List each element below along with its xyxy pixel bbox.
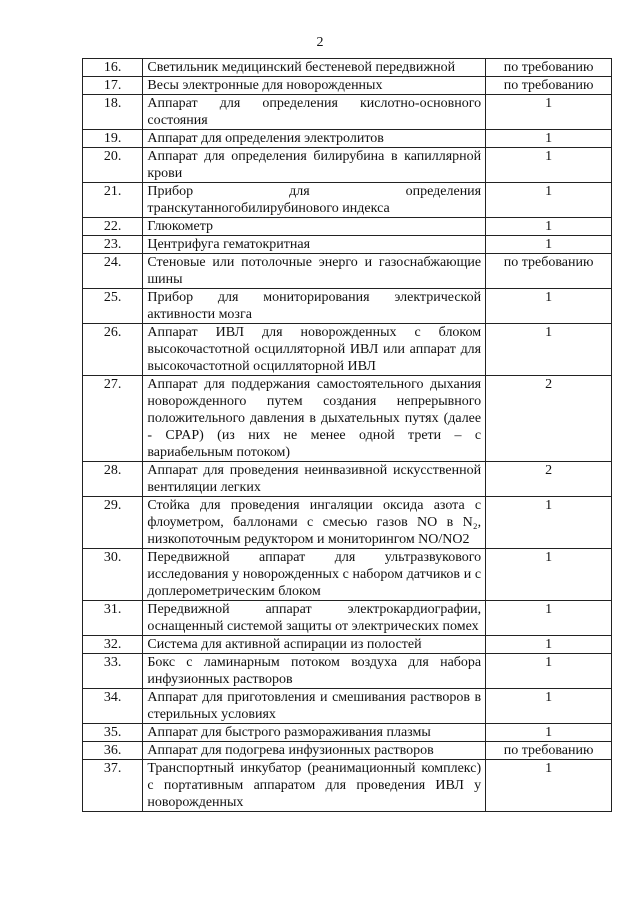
row-number: 30.: [83, 549, 143, 601]
equipment-quantity: 1: [486, 724, 612, 742]
row-number: 25.: [83, 289, 143, 324]
equipment-name: Аппарат для поддержания самостоятельного дыхания новорожденного путем создания непрерывного положительного давления в дыхательных путях (далее - CPAP) (из них не менее одной трети – с вариабельным потоком): [143, 376, 486, 462]
row-number: 24.: [83, 254, 143, 289]
row-number: 31.: [83, 601, 143, 636]
equipment-name: Центрифуга гематокритная: [143, 236, 486, 254]
equipment-quantity: 1: [486, 289, 612, 324]
row-number: 27.: [83, 376, 143, 462]
equipment-name: Передвижной аппарат электрокардиографии, оснащенный системой защиты от электрических помех: [143, 601, 486, 636]
equipment-quantity: 2: [486, 376, 612, 462]
row-number: 37.: [83, 760, 143, 812]
equipment-quantity: 1: [486, 760, 612, 812]
equipment-name: Бокс с ламинарным потоком воздуха для набора инфузионных растворов: [143, 654, 486, 689]
equipment-quantity: 1: [486, 601, 612, 636]
table-row: [83, 324, 612, 376]
table-row: [83, 497, 612, 549]
equipment-quantity: 1: [486, 636, 612, 654]
equipment-name: Транспортный инкубатор (реанимационный комплекс) с портативным аппаратом для проведения ИВЛ у новорожденных: [143, 760, 486, 812]
equipment-table: [82, 58, 612, 812]
table-row: [83, 148, 612, 183]
equipment-name: Система для активной аспирации из полостей: [143, 636, 486, 654]
equipment-name: Аппарат для подогрева инфузионных растворов: [143, 742, 486, 760]
equipment-name: Стойка для проведения ингаляции оксида азота с флоуметром, баллонами с смесью газов NO в N₂, низкопоточным редуктором и мониторингом NO/NO2: [143, 497, 486, 549]
table-row: [83, 549, 612, 601]
equipment-quantity: 1: [486, 689, 612, 724]
row-number: 29.: [83, 497, 143, 549]
table-row: [83, 289, 612, 324]
equipment-quantity: 1: [486, 130, 612, 148]
equipment-quantity: 1: [486, 497, 612, 549]
equipment-name: Глюкометр: [143, 218, 486, 236]
equipment-name: Аппарат ИВЛ для новорожденных с блоком высокочастотной осцилляторной ИВЛ или аппарат для высокочастотной осцилляторной ИВЛ: [143, 324, 486, 376]
equipment-quantity: 1: [486, 236, 612, 254]
equipment-name: Светильник медицинский бестеневой передвижной: [143, 59, 486, 77]
row-number: 23.: [83, 236, 143, 254]
row-number: 32.: [83, 636, 143, 654]
row-number: 34.: [83, 689, 143, 724]
row-number: 16.: [83, 59, 143, 77]
table-row: [83, 77, 612, 95]
equipment-name: Передвижной аппарат для ультразвукового исследования у новорожденных с набором датчиков и с доплерометрическим блоком: [143, 549, 486, 601]
table-row: [83, 601, 612, 636]
equipment-name: Весы электронные для новорожденных: [143, 77, 486, 95]
equipment-quantity: по требованию: [486, 77, 612, 95]
table-row: [83, 742, 612, 760]
page-number: 2: [316, 35, 324, 50]
row-number: 18.: [83, 95, 143, 130]
equipment-name: Аппарат для проведения неинвазивной искусственной вентиляции легких: [143, 462, 486, 497]
equipment-quantity: 1: [486, 654, 612, 689]
row-number: 20.: [83, 148, 143, 183]
equipment-quantity: 1: [486, 183, 612, 218]
row-number: 33.: [83, 654, 143, 689]
equipment-name: Аппарат для определения кислотно-основного состояния: [143, 95, 486, 130]
row-number: 28.: [83, 462, 143, 497]
table-row: [83, 636, 612, 654]
equipment-name: Аппарат для определения электролитов: [143, 130, 486, 148]
table-row: [83, 95, 612, 130]
equipment-quantity: 1: [486, 95, 612, 130]
row-number: 22.: [83, 218, 143, 236]
row-number: 36.: [83, 742, 143, 760]
equipment-quantity: 1: [486, 148, 612, 183]
table-row: [83, 59, 612, 77]
table-row: [83, 724, 612, 742]
equipment-name: Прибор для определения транскутанногобилирубинового индекса: [143, 183, 486, 218]
equipment-name: Прибор для мониторирования электрической активности мозга: [143, 289, 486, 324]
table-row: [83, 462, 612, 497]
equipment-quantity: по требованию: [486, 59, 612, 77]
row-number: 17.: [83, 77, 143, 95]
equipment-quantity: 1: [486, 549, 612, 601]
equipment-quantity: 1: [486, 218, 612, 236]
equipment-name: Аппарат для определения билирубина в капиллярной крови: [143, 148, 486, 183]
equipment-quantity: по требованию: [486, 254, 612, 289]
table-row: [83, 376, 612, 462]
table-row: [83, 654, 612, 689]
equipment-name: Аппарат для приготовления и смешивания растворов в стерильных условиях: [143, 689, 486, 724]
row-number: 19.: [83, 130, 143, 148]
table-row: [83, 183, 612, 218]
table-row: [83, 130, 612, 148]
equipment-quantity: 1: [486, 324, 612, 376]
equipment-quantity: 2: [486, 462, 612, 497]
row-number: 21.: [83, 183, 143, 218]
table-row: [83, 760, 612, 812]
table-row: [83, 236, 612, 254]
table-row: [83, 218, 612, 236]
table-row: [83, 689, 612, 724]
equipment-name: Стеновые или потолочные энерго и газоснабжающие шины: [143, 254, 486, 289]
row-number: 26.: [83, 324, 143, 376]
table-row: [83, 254, 612, 289]
row-number: 35.: [83, 724, 143, 742]
equipment-name: Аппарат для быстрого размораживания плазмы: [143, 724, 486, 742]
equipment-quantity: по требованию: [486, 742, 612, 760]
